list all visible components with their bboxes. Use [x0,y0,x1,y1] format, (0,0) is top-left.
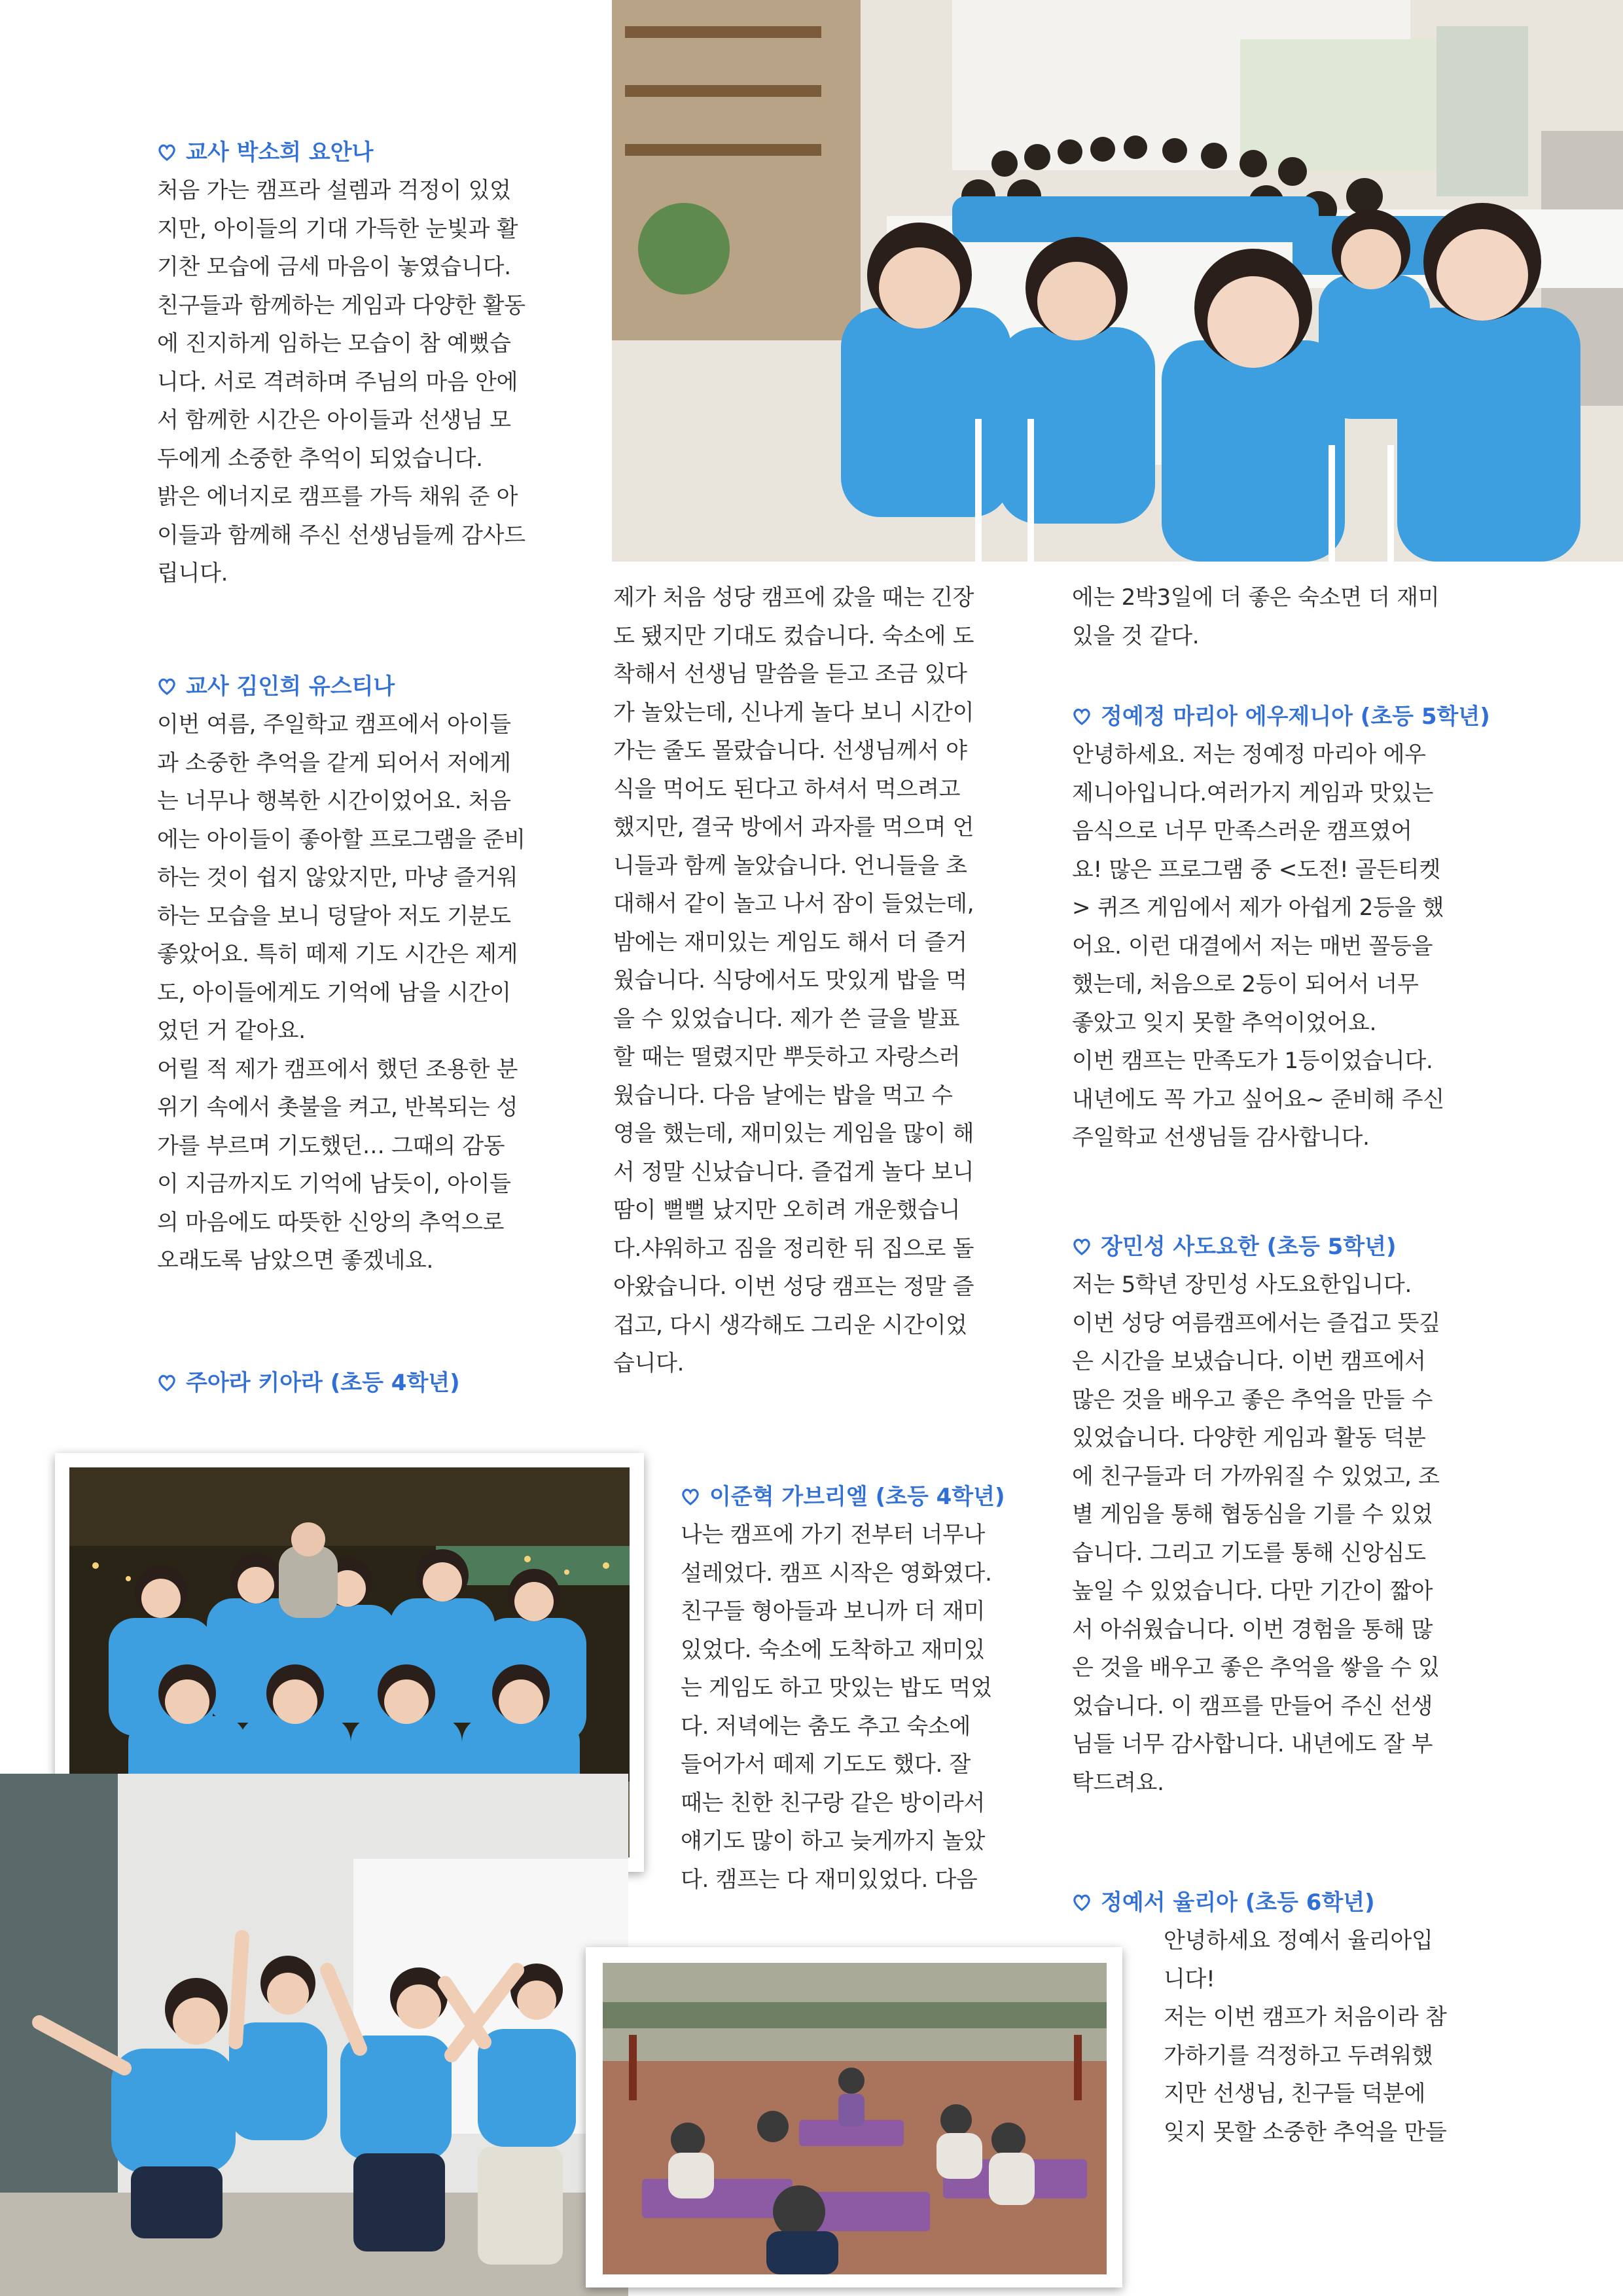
heart-outline-icon [1072,708,1092,726]
author-heading [1072,1228,1504,1266]
author-heading [157,134,582,171]
testimonial-text: 처음 가는 캠프라 설렘과 걱정이 있었 지만, 아이들의 기대 가득한 눈빛과 활 기찬 모습에 금세 마음이 놓였습니다. 친구들과 함께하는 게임과 다양한 활동 에 진지하게 임하는 모습이 참 예뻤습 니다. 서로 격려하며 주님의 마음 안에 서 함께한 시간은 아이들과 선생님 모 두에게 소중한 추억이 되었습니다. 밝은 에너지로 캠프를 가득 채워 준 아 이들과 함께해 주신 선생님들께 감사드 립니다. [157,177,526,586]
column-3-section-2 [1072,698,1504,1157]
author-name: 교사 박소희 요안나 [186,139,374,166]
column-1-section-2 [157,668,582,1280]
testimonial-text: 에는 2박3일에 더 좋은 숙소면 더 재미 있을 것 같다. [1072,584,1440,649]
dining-hall-group-photo [612,0,1623,562]
testimonial-text: 제가 처음 성당 캠프에 갔을 때는 긴장 도 됐지만 기대도 컸습니다. 숙소에 도 착해서 선생님 말씀을 듣고 조금 있다 가 놀았는데, 신나게 놀다 보니 시간이 가는 줄도 몰랐습니다. 선생님께서 야 식을 먹어도 된다고 하셔서 먹으려고 했지만, 결국 방에서 과자를 먹으며 언 니들과 함께 놀았습니다. 언니들을 초 대해서 같이 놀고 나서 잠이 들었는데, 밤에는 재미있는 게임도 해서 더 즐거 웠습니다. 식당에서도 맛있게 밥을 먹 을 수 있었습니다. 제가 쓴 글을 발표 할 때는 떨렸지만 뿌듯하고 자랑스러 웠습니다. 다음 날에는 밥을 먹고 수 영을 했는데, 재미있는 게임을 많이 해 서 정말 신났습니다. 즐겁게 놀다 보니 땀이 뻘뻘 났지만 오히려 개운했습니 다.샤워하고 짐을 정리한 뒤 집으로 돌 아왔습니다. 이번 성당 캠프는 정말 즐 겁고, 다시 생각해도 그리운 시간이었 습니다. [613,584,974,1376]
column-2-section-2 [681,1478,1047,1899]
author-heading [157,668,582,706]
testimonial-text: 저는 5학년 장민성 사도요한입니다. 이번 성당 여름캠프에서는 즐겁고 뜻깊 은 시간을 보냈습니다. 이번 캠프에서 많은 것을 배우고 좋은 추억을 만들 수 있었습니다. 다양한 게임과 활동 덕분 에 친구들과 더 가까워질 수 있었고, 조 별 게임을 통해 협동심을 기를 수 있었 습니다. 그리고 기도를 통해 신앙심도 높일 수 있었습니다. 다만 기간이 짧아 서 아쉬웠습니다. 이번 경험을 통해 많 은 것을 배우고 좋은 추억을 쌓을 수 있 었습니다. 이 캠프를 만들어 주신 선생 님들 너무 감사합니다. 내년에도 잘 부 탁드려요. [1072,1272,1440,1796]
author-name: 정예서 율리아 (초등 6학년) [1101,1890,1375,1916]
testimonial-text: 안녕하세요. 저는 정예정 마리아 에우 제니아입니다.여러가지 게임과 맛있는 음식으로 너무 만족스러운 캠프였어 요! 많은 프로그램 중 <도전! 골든티켓 > 퀴즈 게임에서 제가 아쉽게 2등을 했 어요. 이런 대결에서 저는 매번 꼴등을 했는데, 처음으로 2등이 되어서 너무 좋았고 잊지 못할 추억이었어요. 이번 캠프는 만족도가 1등이었습니다. 내년에도 꼭 가고 싶어요~ 준비해 주신 주일학교 선생님들 감사합니다. [1072,742,1444,1151]
column-2 [613,579,1039,1383]
author-heading [157,1364,582,1402]
column-3 [1072,579,1504,655]
heart-outline-icon [1072,1238,1092,1256]
heart-outline-icon [681,1488,700,1506]
column-1 [157,134,582,593]
author-name: 주아라 키아라 (초등 4학년) [186,1370,460,1396]
author-heading [681,1478,1047,1516]
testimonial-text: 이번 여름, 주일학교 캠프에서 아이들 과 소중한 추억을 같게 되어서 저에게 는 너무나 행복한 시간이었어요. 처음 에는 아이들이 좋아할 프로그램을 준비 하는 것이 쉽지 않았지만, 마냥 즐거워 하는 모습을 보니 덩달아 저도 기분도 좋았어요. 특히 떼제 기도 시간은 제게 도, 아이들에게도 기억에 남을 시간이 었던 거 같아요. 어릴 적 제가 캠프에서 했던 조용한 분 위기 속에서 촛불을 켜고, 반복되는 성 가를 부르며 기도했던… 그때의 감동 이 지금까지도 기억에 남듯이, 아이들 의 마음에도 따뜻한 신앙의 추억으로 오래도록 남았으면 좋겠네요. [157,711,526,1274]
yoga-photo-frame [586,1947,1122,2287]
yoga-illustration [603,1963,1107,2274]
testimonial-text: 안녕하세요 정예서 율리아입 니다! 저는 이번 캠프가 처음이라 참 가하기를 걱정하고 두려워했 지만 선생님, 친구들 덕분에 잊지 못할 소중한 추억을 만들 [1164,1928,1447,2145]
author-heading [1072,698,1504,736]
author-name: 정예정 마리아 에우제니아 (초등 5학년) [1101,704,1490,730]
dance-illustration [0,1774,628,2296]
testimonial-text: 나는 캠프에 가기 전부터 너무나 설레었다. 캠프 시작은 영화였다. 친구들 형아들과 보니까 더 재미 있었다. 숙소에 도착하고 재미있 는 게임도 하고 맛있는 밥도 먹었 다. 저녁에는 춤도 추고 숙소에 들어가서 떼제 기도도 했다. 잘 때는 친한 친구랑 같은 방이라서 얘기도 많이 하고 늦게까지 놀았 다. 캠프는 다 재미있었다. 다음 [681,1522,992,1893]
heart-outline-icon [157,143,177,162]
dance-activity-photo [0,1774,628,2296]
heart-outline-icon [157,677,177,696]
author-heading [1072,1884,1504,1922]
yoga-session-photo [603,1963,1107,2274]
column-1-section-3 [157,1364,582,1402]
heart-outline-icon [1072,1893,1092,1912]
author-name: 교사 김인희 유스티나 [186,673,395,700]
column-3-section-3 [1072,1228,1504,1802]
column-3-section-4 [1072,1884,1504,2151]
dining-hall-illustration [612,0,1623,562]
heart-outline-icon [157,1374,177,1392]
author-name: 이준혁 가브리엘 (초등 4학년) [709,1484,1005,1510]
author-name: 장민성 사도요한 (초등 5학년) [1101,1234,1397,1260]
